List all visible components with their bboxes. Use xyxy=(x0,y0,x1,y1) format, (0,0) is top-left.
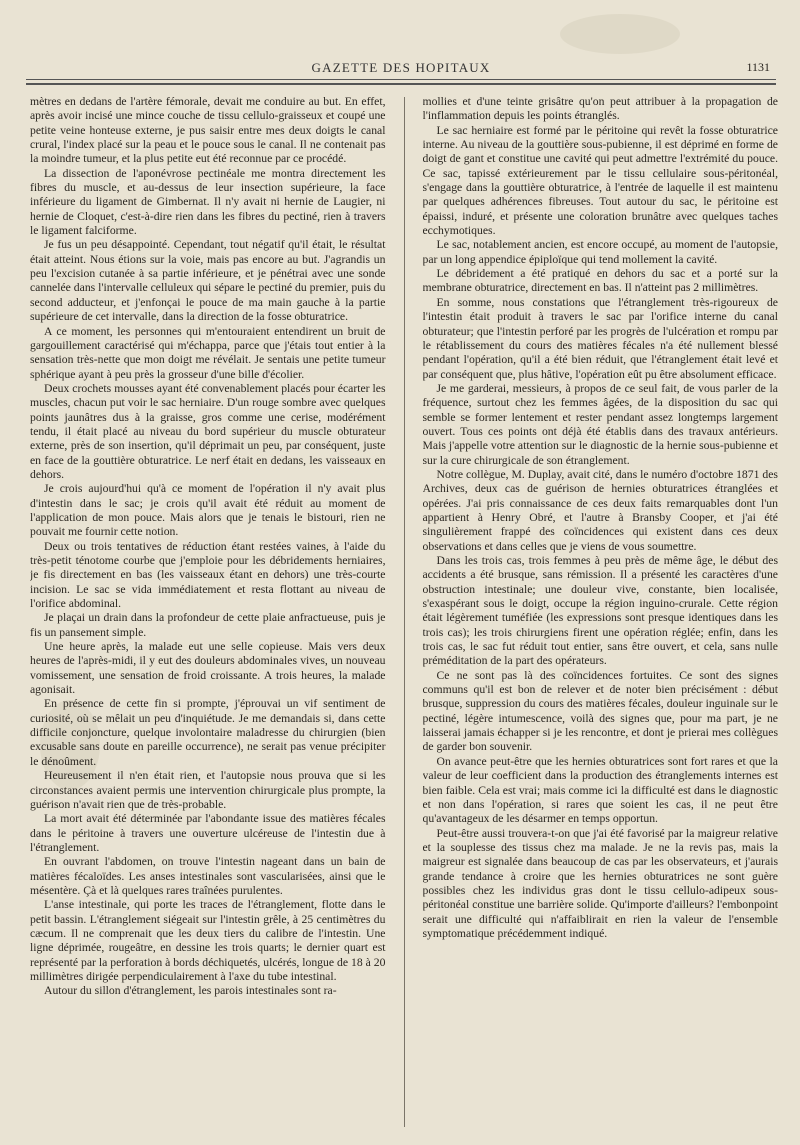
paragraph: Une heure après, la malade eut une selle copieuse. Mais vers deux heures de l'après-midi, il y eut des douleurs abdominales vives, un nouveau vomissement, une sensation de froid croissante. A trois heures, la malade agonisait. xyxy=(30,640,386,697)
paragraph: En somme, nous constations que l'étranglement très-rigoureux de l'intestin était produit à travers le sac par l'orifice interne du canal obturateur; que l'intestin perforé par les progrès de l'ulcération et rompu par le rétablissement du cours des matières fécales n'a été nullement blessé pendant l'opération, qu'il a été bien réduit, que l'étranglement était levé et par conséquent que, plus hâtive, l'opération eût pu être absolument efficace. xyxy=(422,295,778,381)
paragraph: Dans les trois cas, trois femmes à peu près de même âge, le début des accidents a été brusque, sans rémission. Il a présenté les caractères d'une obstruction intestinale; une douleur vive, constante, bien localisée, s'exaspérant sous le doigt, occupe la région inguino-crurale. Cette région était légèrement tuméfiée (les expressions sont presque identiques dans les trois cas); les trois chirurgiens firent une opération réglée; enfin, dans les trois cas, le sac fut réduit tout entier, sans être ouvert, et cela, sans nulle préméditation de la part des opérateurs. xyxy=(422,554,778,668)
paragraph: A ce moment, les personnes qui m'entouraient entendirent un bruit de gargouillement caractérisé qui m'échappa, parce que j'étais tout entier à la sensation très-nette que mon doigt me révélait. Je sentais une petite tumeur sphérique ayant à peu près la grosseur d'une bille d'écolier. xyxy=(30,324,386,381)
paragraph: Le débridement a été pratiqué en dehors du sac et a porté sur la membrane obturatrice, directement en bas. Il n'atteint pas 2 millimètres. xyxy=(422,267,778,295)
header-rule xyxy=(26,79,776,80)
paragraph: Peut-être aussi trouvera-t-on que j'ai été favorisé par la maigreur relative et la souplesse des tissus chez ma malade. Je ne la revis pas, mais la maigreur est signalée dans beaucoup de cas par les observateurs, et j'aurais grande tendance à croire que les hernies obturatrices ne sont guère possibles chez les individus gras dont le tissu cellulo-adipeux sous-péritonéal constitue une barrière solide. Qu'importe d'ailleurs? l'embonpoint serait une difficulté qui n'affaiblirait en rien la valeur de l'ensemble symptomatique précédemment indiqué. xyxy=(422,826,778,940)
paragraph: Heureusement il n'en était rien, et l'autopsie nous prouva que si les circonstances avaient permis une intervention chirurgicale plus prompte, la guérison n'avait rien que de très-probable. xyxy=(30,769,386,811)
header-rule-double xyxy=(26,83,776,85)
paragraph: mètres en dedans de l'artère fémorale, devait me conduire au but. En effet, après avoir incisé une mince couche de tissu cellulo-graisseux et coupé une petite veine honteuse externe, je pus saisir entre mes deux doigts le canal crural, l'index placé sur la peau et le pouce sous le canal. Il ne contenait pas la moindre tumeur, et la plus petite eut été reconnue par ce procédé. xyxy=(30,95,386,166)
paragraph: Je fus un peu désappointé. Cependant, tout négatif qu'il était, le résultat était atteint. Nous étions sur la voie, mais pas encore au but. J'agrandis un peu l'excision cutanée à sa partie inférieure, et je pénétrai avec une sonde cannelée dans l'intervalle celluleux qui sépare le pectiné du premier, puis du second adducteur, et j'enfonçai le pouce de ma main gauche à la partie supérieure de cet intervalle, dans la direction de la fosse obturatrice. xyxy=(30,238,386,324)
paragraph: Deux ou trois tentatives de réduction étant restées vaines, à l'aide du très-petit ténotome courbe que j'emploie pour les débridements herniaires, je fis directement en bas (les vaisseaux étant en dehors) une très-courte incision. Le sac se vida immédiatement et resta flottant au niveau de l'orifice abdominal. xyxy=(30,539,386,611)
left-column xyxy=(30,95,386,1127)
page-header xyxy=(26,54,776,90)
text-columns xyxy=(30,95,778,1127)
paragraph: Ce ne sont pas là des coïncidences fortuites. Ce sont des signes communs qu'il est bon de relever et de noter bien précisément : début brusque, suppression du cours des matières fécales, douleur inguinale sur le pectiné, légère intumescence, voilà des signes que, pour ma part, je ne laisserai jamais échapper si je les rencontre, et dont je prierai mes collègues de garder bon souvenir. xyxy=(422,668,778,754)
paragraph: Je me garderai, messieurs, à propos de ce seul fait, de vous parler de la fréquence, surtout chez les femmes âgées, de la disposition du sac qui semble se former lentement et rester pendant assez longtemps largement ouvert. Tous ces points ont déjà été établis dans des travaux antérieurs. Mais j'appelle votre attention sur le diagnostic de la hernie sous-pubienne et sur la cure chirurgicale de son étranglement. xyxy=(422,381,778,467)
column-divider xyxy=(404,97,405,1127)
journal-title: GAZETTE DES HOPITAUX xyxy=(311,60,491,75)
paragraph: Notre collègue, M. Duplay, avait cité, dans le numéro d'octobre 1871 des Archives, deux cas de guérison de hernies obturatrices étranglées et opérées. J'ai pris connaissance de ces deux faits remarquables dont l'un appartient à Henry Obré, et l'autre à Bransby Cooper, et j'ai été singulièrement frappé des coïncidences qui existent dans ces deux observations et dans celles que je viens de vous soumettre. xyxy=(422,467,778,553)
paragraph: En ouvrant l'abdomen, on trouve l'intestin nageant dans un bain de matières fécaloïdes. Les anses intestinales sont vascularisées, ainsi que le mésentère. Çà et là quelques rares traînées purulentes. xyxy=(30,855,386,897)
paragraph: En présence de cette fin si prompte, j'éprouvai un vif sentiment de curiosité, où se mêlait un peu d'inquiétude. Je me demandais si, dans cette difficile conjoncture, quelque involontaire maladresse du chirurgien (bien excusable sans doute en pareille occurrence), ne serait pas venue précipiter le dénoûment. xyxy=(30,697,386,768)
paragraph: Autour du sillon d'étranglement, les parois intestinales sont ra- xyxy=(44,984,337,998)
page-number: 1131 xyxy=(746,60,770,74)
paragraph: Deux crochets mousses ayant été convenablement placés pour écarter les muscles, chacun put voir le sac herniaire. D'un rouge sombre avec quelques points jaunâtres dus à la graisse, gros comme une cerise, modérément tendu, il était placé au niveau du bord supérieur du muscle obturateur externe, près de son insertion, qu'il déprimait un peu, par conséquent, juste en face de la gouttière obturatrice. Le nerf était en dedans, les vaisseaux en dehors. xyxy=(30,381,386,481)
paragraph: La dissection de l'aponévrose pectinéale me montra directement les fibres du muscle, et au-dessus de leur insection supérieure, la face inférieure du ligament de Gimbernat. Il n'y avait ni hernie de Laugier, ni hernie de Cloquet, c'est-à-dire rien dans les fibres du pectiné, rien à travers le ligament falciforme. xyxy=(30,166,386,238)
paragraph: Le sac, notablement ancien, est encore occupé, au moment de l'autopsie, par un long appendice épiploïque qui tend mollement la cavité. xyxy=(422,238,778,266)
paragraph: L'anse intestinale, qui porte les traces de l'étranglement, flotte dans le petit bassin. L'étranglement siégeait sur l'intestin grêle, à 25 centimètres du cæcum. Il ne comprenait que les deux tiers du calibre de l'intestin. Une ligne déprimée, rougeâtre, en dessine les trois quarts; le dernier quart est représenté par la perforation à bords déchiquetés, ulcérés, longue de 18 à 20 millimètres dirigée perpendiculairement à l'axe du tube intestinal. xyxy=(30,898,386,983)
paragraph: Je crois aujourd'hui qu'à ce moment de l'opération il n'y avait plus d'intestin dans le sac; je crois qu'il avait été réduit au moment de l'application de mon pouce. Mais alors que je tenais le bistouri, rien ne pouvait me fournir cette notion. xyxy=(30,482,386,539)
right-column xyxy=(423,95,779,1127)
paragraph: La mort avait été déterminée par l'abondante issue des matières fécales dans le péritoine à travers une ouverture ulcéreuse de l'intestin due à l'étranglement. xyxy=(30,812,386,854)
paragraph: Je plaçai un drain dans la profondeur de cette plaie anfractueuse, puis je fis un pansement simple. xyxy=(30,611,386,639)
paragraph: mollies et d'une teinte grisâtre qu'on peut attribuer à la propagation de l'inflammation depuis les points étranglés. xyxy=(422,95,778,123)
paragraph: On avance peut-être que les hernies obturatrices sont fort rares et que la valeur de leur coefficient dans la production des étranglements internes est bien faible. Cela est vrai; mais comme ici la difficulté est dans le diagnostic et non dans l'opération, si rares que soient les cas, il ne peut être qu'avantageux de les désarmer en temps opportun. xyxy=(422,754,778,826)
paragraph: Le sac herniaire est formé par le péritoine qui revêt la fosse obturatrice interne. Au niveau de la gouttière sous-pubienne, il est déprimé en forme de doigt de gant et constitue une cavité qui peut admettre l'extrémité du pouce. Ce sac, tapissé extérieurement par le tissu cellulaire sous-péritonéal, s'engage dans la gouttière obturatrice, à l'entrée de laquelle il est maintenu par quelques adhérences fibreuses. Tout autour du sac, le péritoine est épaissi, induré, et présente une coloration brunâtre avec quelques taches ecchymotiques. xyxy=(422,123,778,238)
